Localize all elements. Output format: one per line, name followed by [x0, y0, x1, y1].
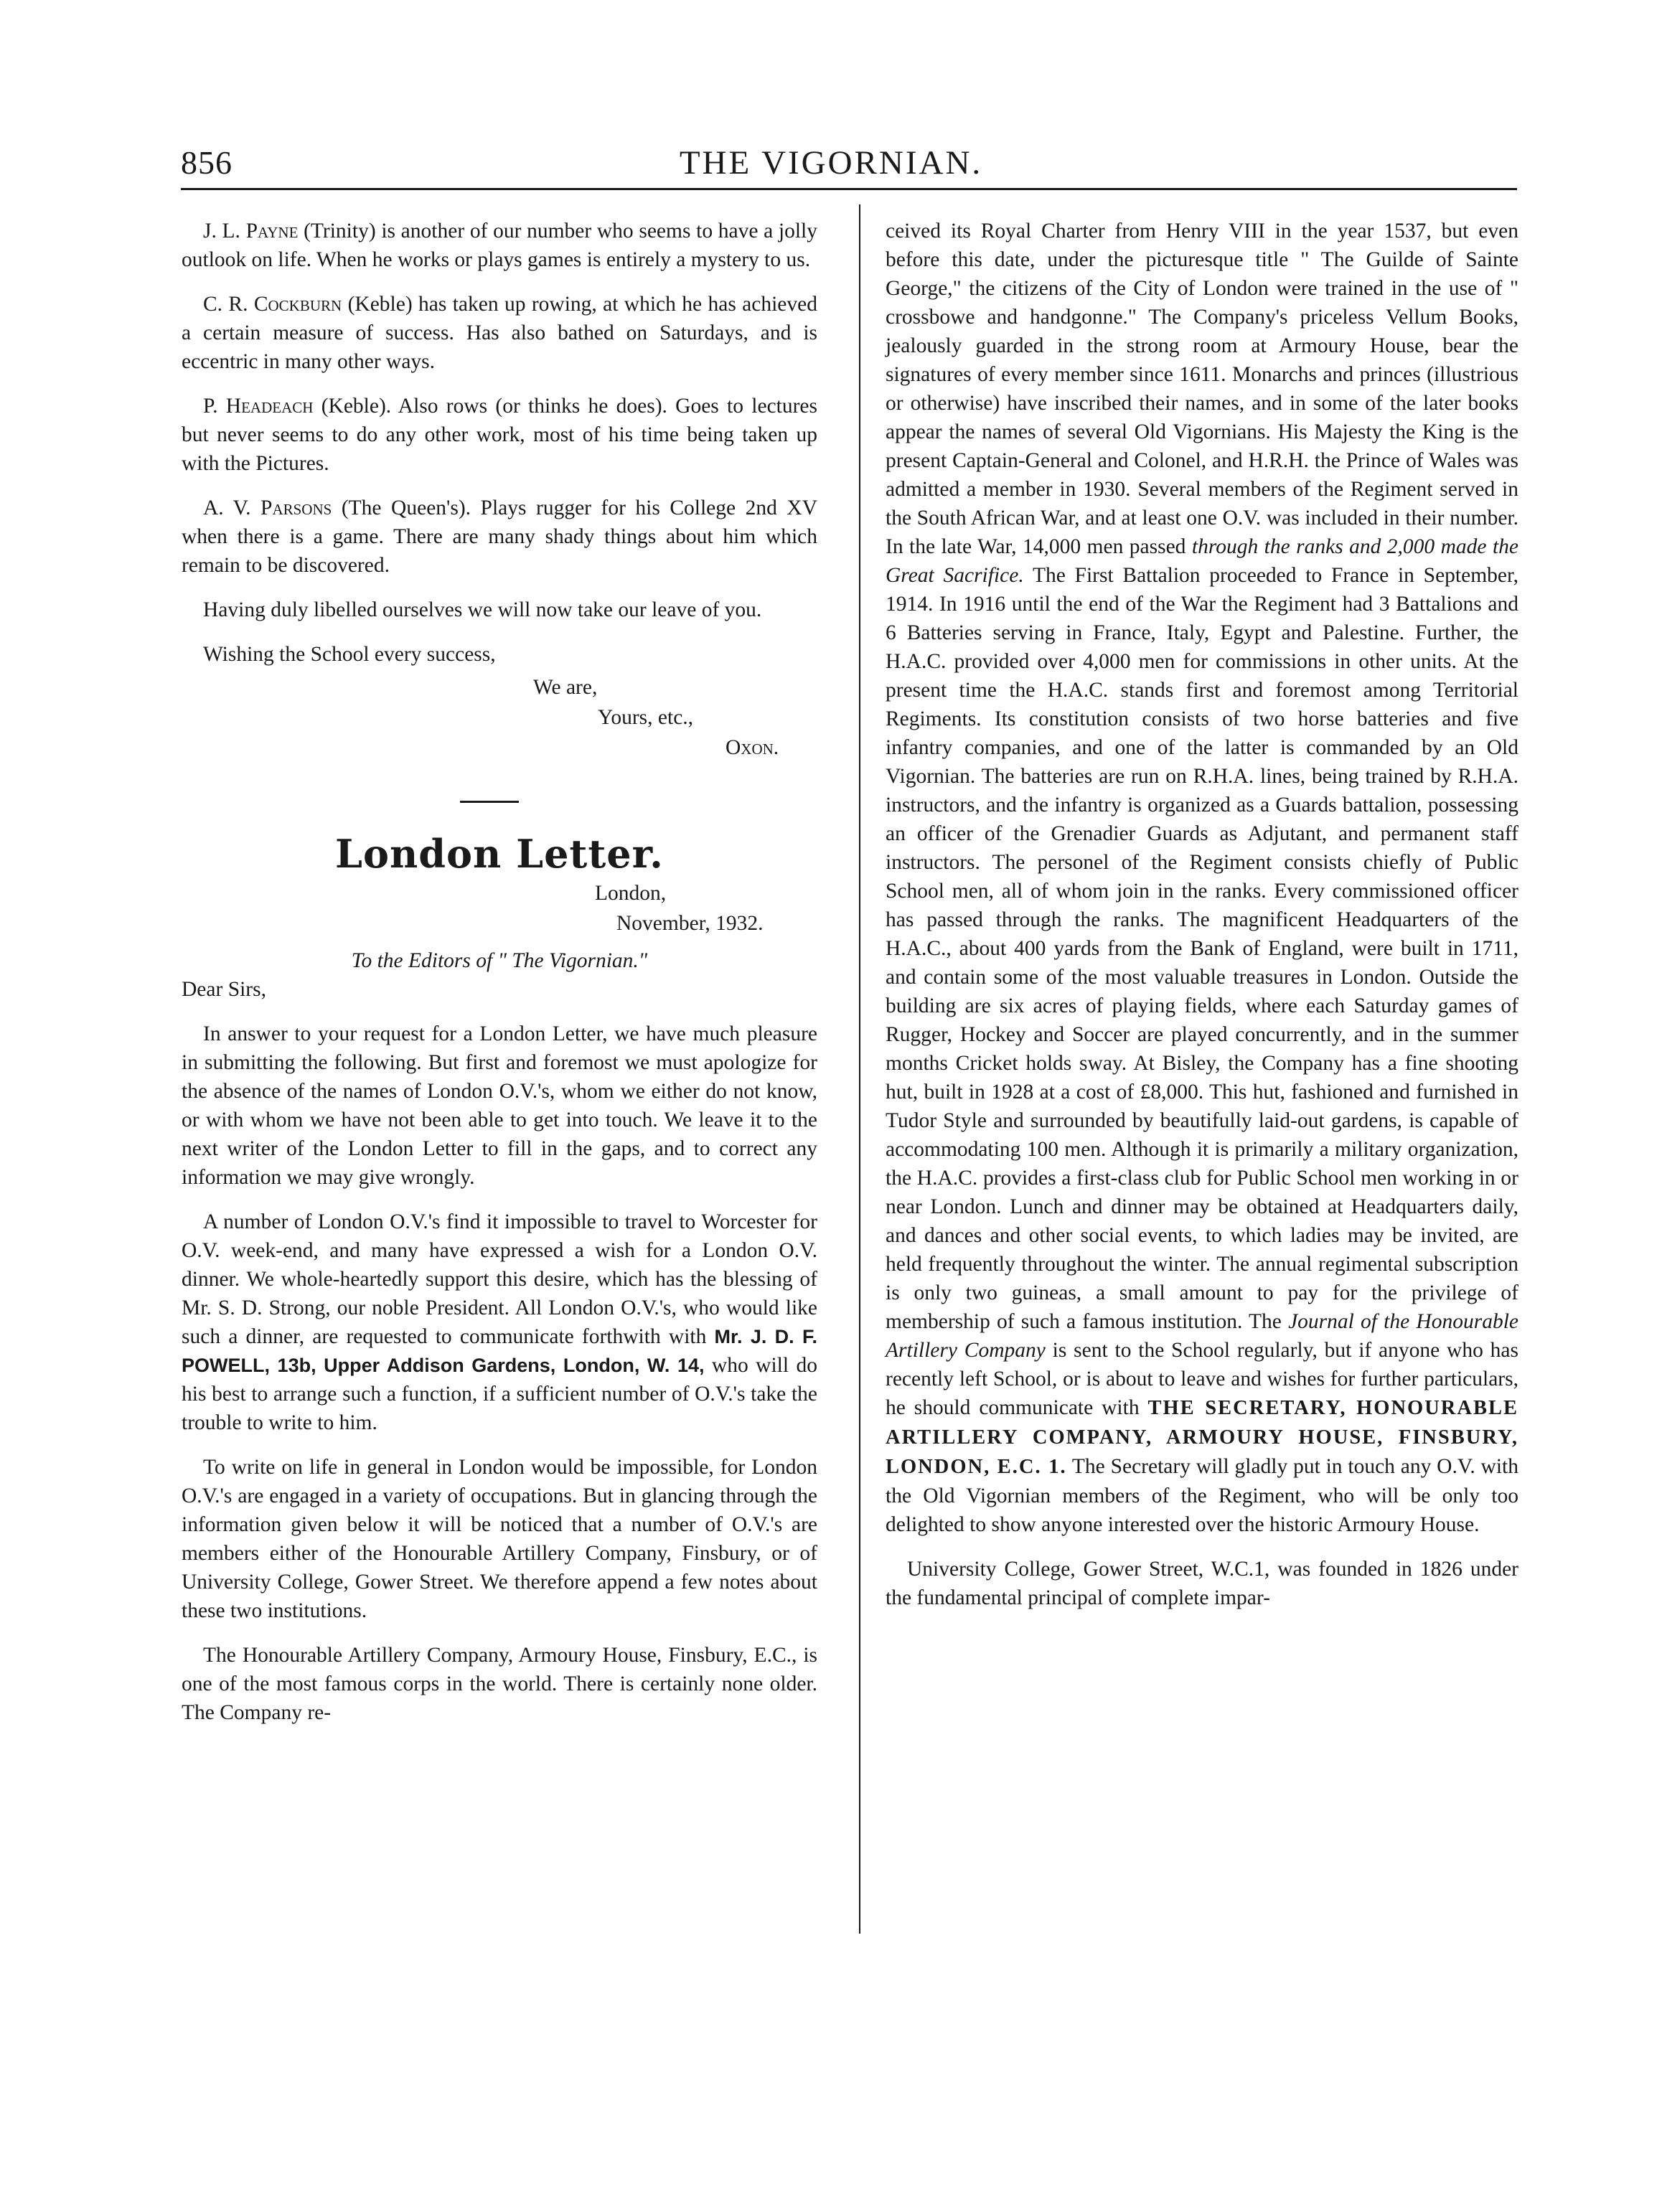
paragraph-text: who will do his best to arrange such a function, if a sufficient number of O.V.'s take the trouble to write to him. [182, 1354, 817, 1434]
paragraph-leave: Having duly libelled ourselves we will now take our leave of you. [203, 598, 762, 621]
paragraph-text: The Secretary will gladly put in touch any O.V. with the Old Vigornian members of the Regiment, who will be only too delighted to show anyone interested over the historic Armoury House. [886, 1455, 1518, 1536]
column-divider [859, 204, 860, 1934]
name-payne: J. L. Payne [203, 220, 299, 243]
powell-address: Mr. J. D. F. POWELL, 13b, Upper Addison Gardens, London, W. 14, [182, 1326, 817, 1376]
paragraph-text: (Keble) has taken up rowing, at which he has achieved a certain measure of success. Has also bathed on Saturdays, and is eccentric in many other ways. [182, 293, 817, 373]
section-rule [460, 801, 519, 803]
paragraph-cockburn [182, 290, 817, 376]
paragraph-text: (The Queen's). Plays rugger for his College 2nd XV when there is a game. There are many shady things about him which remain to be discovered. [182, 496, 817, 577]
paragraph-wishing: Wishing the School every success, [203, 643, 496, 666]
header-rule [181, 188, 1517, 190]
paragraph-hac [886, 217, 1518, 1539]
journal-title: Journal of the Honourable Artillery Company [886, 1310, 1518, 1362]
signoff [182, 673, 817, 772]
page-number: 856 [181, 144, 233, 181]
signoff-we-are: We are, [533, 676, 598, 699]
paragraph-text: The First Battalion proceeded to France in September, 1914. In 1916 until the end of the War the Regiment had 3 Battalions and 6 Batteries serving in France, Italy, Egypt and Palestine. Further, the H.A.C. provided over 4,000 men for commissions in other units. At the present time the H.A.C. stands first and foremost among Territorial Regiments. Its constitution consists of two horse batteries and five infantry companies, and one of the latter is commanded by an Old Vigornian. The batteries are run on R.H.A. lines, being trained by R.H.A. instructors, and the infantry is organized as a Guards battalion, possessing an officer of the Grenadier Guards as Adjutant, and permanent staff instructors. The personel of the Regiment consists chiefly of Public School men, all of whom join in the ranks. Every commissioned officer has passed through the ranks. The magnificent Headquarters of the H.A.C., about 400 yards from the Bank of England, were built in 1711, and contain some of the most valuable treasures in London. Outside the building are six acres of playing fields, where each Saturday games of Rugger, Hockey and Soccer are played concurrently, and in the summer months Cricket holds sway. At Bisley, the Company has a fine shooting hut, built in 1928 at a cost of £8,000. This hut, fashioned and furnished in Tudor Style and surrounded by beautifully laid-out gardens, is capable of accommodating 100 men. Although it is primarily a military organization, the H.A.C. provides a first-class club for Public School men working in or near London. Lunch and dinner may be obtained at Headquarters daily, and dances and other social events, to which ladies may be invited, are held frequently throughout the winter. The annual regimental subscription is only two guineas, a small amount to pay for the privilege of membership of such a famous institution. The [886, 564, 1519, 1333]
signoff-oxon: Oxon. [726, 736, 779, 759]
hac-address: THE SECRETARY, HONOURABLE ARTILLERY COMPANY, ARMOURY HOUSE, FINSBURY, LONDON, E.C. 1. [886, 1397, 1518, 1478]
left-column [182, 217, 817, 1743]
paragraph-request: In answer to your request for a London Letter, we have much pleasure in submitting the following. But first and foremost we must apologize for the absence of the names of London O.V.'s, whom we either do not know, or with whom we have not been able to get into touch. We leave it to the next writer of the London Letter to fill in the gaps, and to correct any information we may give wrongly. [182, 1022, 817, 1189]
signoff-yours: Yours, etc., [598, 706, 694, 729]
page-title: THE VIGORNIAN. [679, 144, 983, 182]
paragraph-payne [182, 217, 817, 274]
paragraph-text: (Trinity) is another of our number who seems to have a jolly outlook on life. When he works or plays games is entirely a mystery to us. [182, 220, 817, 271]
dateline-date: November, 1932. [616, 912, 764, 935]
paragraph-text: is sent to the School regularly, but if anyone who has recently left School, or is about to leave and wishes for further particulars, he should communicate with [886, 1339, 1518, 1419]
paragraph-dinner [182, 1208, 817, 1437]
paragraph-headeach [182, 392, 817, 478]
paragraph-hac-intro: The Honourable Artillery Company, Armoury House, Finsbury, E.C., is one of the most famous corps in the world. There is certainly none older. The Company re- [182, 1644, 817, 1724]
paragraph-text: (Keble). Also rows (or thinks he does). Goes to lectures but never seems to do any other work, most of his time being taken up with the Pictures. [182, 395, 818, 475]
name-headeach: P. Headeach [203, 395, 314, 418]
name-cockburn: C. R. Cockburn [203, 293, 342, 316]
paragraph-university-college: University College, Gower Street, W.C.1, was founded in 1826 under the fundamental principal of complete impar- [886, 1558, 1518, 1609]
paragraph-text: A number of London O.V.'s find it impossible to travel to Worcester for O.V. week-end, and many have expressed a wish for a London O.V. dinner. We whole-heartedly support this desire, which has the blessing of Mr. S. D. Strong, our noble President. All London O.V.'s, who would like such a dinner, are requested to communicate forthwith with [182, 1210, 817, 1348]
right-column [886, 217, 1518, 1628]
dateline-place: London, [595, 882, 667, 905]
paragraph-parsons [182, 494, 817, 580]
salutation-to-editors: To the Editors of " The Vigornian." [351, 949, 648, 972]
italic-text: through the ranks and 2,000 made the Great Sacrifice. [886, 535, 1518, 587]
name-parsons: A. V. Parsons [203, 496, 332, 519]
paragraph-life: To write on life in general in London would be impossible, for London O.V.'s are engaged in a variety of occupations. But in glancing through the information given below it will be noticed that a number of O.V.'s are members either of the Honourable Artillery Company, Finsbury, or of University College, Gower Street. We therefore append a few notes about these two institutions. [182, 1456, 817, 1622]
paragraph-text: ceived its Royal Charter from Henry VIII in the year 1537, but even before this date, under the picturesque title " The Guilde of Sainte George," the citizens of the City of London were trained in the use of " crossbowe and handgonne." The Company's priceless Vellum Books, jealously guarded in the strong room at Armoury House, bear the signatures of every member since 1611. Monarchs and princes (illustrious or otherwise) have inscribed their names, and in some of the later books appear the names of several Old Vigornians. His Majesty the King is the present Captain-General and Colonel, and H.R.H. the Prince of Wales was admitted a member in 1930. Several members of the Regiment served in the South African War, and at least one O.V. was included in their number. In the late War, 14,000 men passed [886, 220, 1518, 558]
dateline [182, 879, 817, 939]
letter-heading: London Letter. [335, 831, 664, 877]
salutation-dear-sirs: Dear Sirs, [182, 978, 266, 1001]
